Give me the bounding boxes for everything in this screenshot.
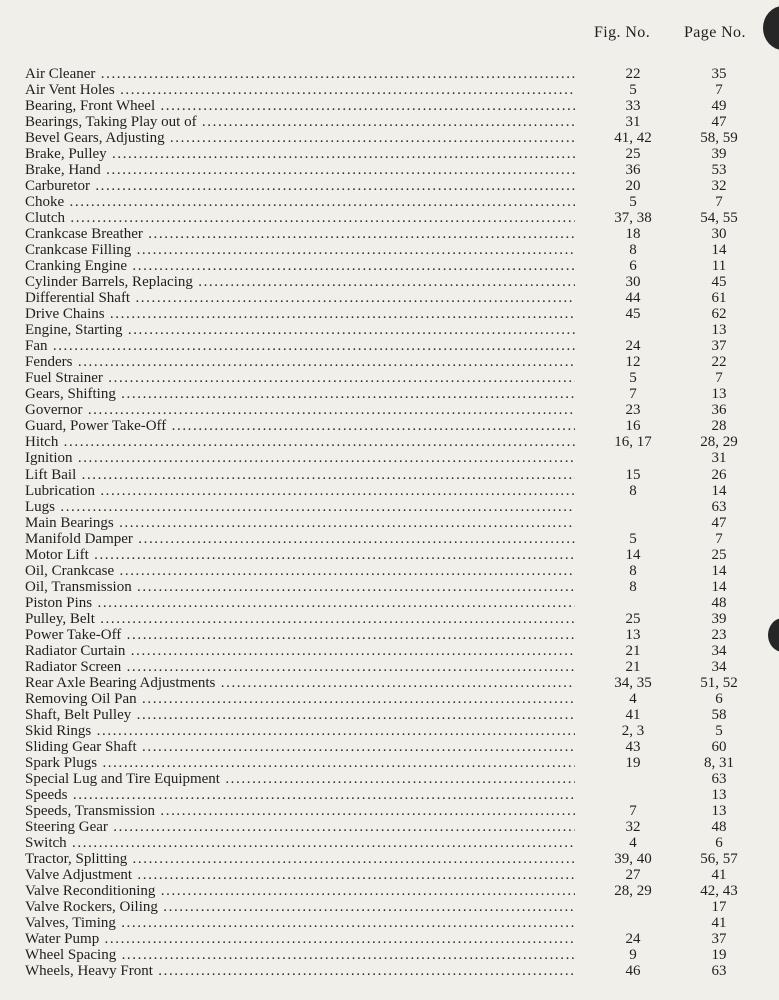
page-number: 42, 43 (700, 883, 738, 900)
page-number: 47 (711, 114, 727, 131)
page-number: 25 (711, 546, 727, 563)
index-row (0, 755, 779, 771)
index-topic: Brake, Hand ..... (25, 162, 575, 178)
index-topic: Cylinder Barrels, Replacing ..... (25, 274, 575, 290)
binder-hole-top (763, 6, 779, 50)
index-topic: Carburetor ..... (25, 178, 575, 194)
index-topic: Guard, Power Take-Off ..... (25, 418, 575, 434)
page-number: 11 (711, 258, 727, 275)
index-row (0, 483, 779, 499)
page-number: 63 (711, 770, 727, 787)
index-row (0, 947, 779, 963)
page-number: 58 (711, 706, 727, 723)
index-topic: Crankcase Breather ..... (25, 226, 575, 242)
fig-number: 36 (625, 162, 641, 179)
index-row (0, 130, 779, 146)
index-topic: Wheels, Heavy Front ..... (25, 963, 575, 979)
index-row (0, 226, 779, 242)
page-number: 41 (711, 867, 727, 883)
fig-number: 34, 35 (614, 674, 652, 691)
index-topic: Manifold Damper ..... (25, 531, 575, 547)
index-row (0, 434, 779, 450)
page-number: 39 (711, 146, 727, 163)
fig-number: 5 (629, 530, 637, 547)
index-row (0, 354, 779, 370)
index-topic: Switch ..... (25, 835, 575, 851)
fig-number: 39, 40 (614, 850, 652, 867)
page-number: 45 (711, 274, 727, 291)
fig-number: 7 (629, 386, 637, 403)
index-row (0, 146, 779, 162)
index-row (0, 178, 779, 194)
page-number: 8, 31 (704, 754, 734, 771)
page-number: 63 (711, 963, 727, 980)
index-row (0, 595, 779, 611)
fig-number: 31 (625, 114, 641, 131)
index-topic: Sliding Gear Shaft ..... (25, 739, 575, 755)
page-number: 7 (715, 370, 723, 387)
fig-number: 14 (625, 546, 641, 563)
page-number: 36 (711, 402, 727, 419)
index-row (0, 675, 779, 691)
fig-number: 46 (625, 963, 641, 980)
index-row (0, 883, 779, 899)
fig-number: 24 (625, 338, 641, 355)
page-number: 23 (711, 626, 727, 643)
index-topic: Shaft, Belt Pulley ..... (25, 707, 575, 723)
index-topic: Spark Plugs ..... (25, 755, 575, 771)
page-number: 28, 29 (700, 434, 738, 451)
index-topic: Fenders ..... (25, 354, 575, 370)
page-number: 48 (711, 818, 727, 835)
index-topic: Bearings, Taking Play out of ..... (25, 114, 575, 130)
page-number: 39 (711, 610, 727, 627)
index-row (0, 306, 779, 322)
index-topic: Radiator Screen ..... (25, 659, 575, 675)
fig-number: 20 (625, 178, 641, 195)
page-number: 13 (711, 802, 727, 819)
index-topic: Lugs ..... (25, 499, 575, 515)
fig-number: 8 (629, 242, 637, 259)
page-number: 34 (711, 658, 727, 675)
page-number: 6 (715, 834, 723, 851)
fig-number: 8 (629, 562, 637, 579)
fig-number: 25 (625, 610, 641, 627)
page-number: 62 (711, 306, 727, 323)
page-number: 37 (711, 338, 727, 355)
page-number: 7 (715, 194, 723, 211)
page-number: 32 (711, 178, 727, 195)
index-topic: Speeds, Transmission ..... (25, 803, 575, 819)
page-number: 56, 57 (700, 850, 738, 867)
fig-number: 43 (625, 738, 641, 755)
index-row (0, 290, 779, 306)
index-row (0, 835, 779, 851)
index-topic: Water Pump ..... (25, 931, 575, 947)
fig-number: 5 (629, 82, 637, 99)
index-row (0, 386, 779, 402)
page-number: 28 (711, 418, 727, 435)
index-row (0, 803, 779, 819)
index-topic: Fan ..... (25, 338, 575, 354)
index-row (0, 739, 779, 755)
fig-number: 2, 3 (621, 722, 645, 739)
index-row (0, 322, 779, 338)
page-no-header: Page No. (684, 24, 746, 41)
index-topic: Valve Reconditioning ..... (25, 883, 575, 899)
fig-number: 4 (629, 690, 637, 707)
fig-number: 44 (625, 290, 641, 307)
page-number: 7 (715, 82, 723, 99)
index-topic: Skid Rings ..... (25, 723, 575, 739)
index-topic: Choke ..... (25, 194, 575, 210)
index-topic: Hitch ..... (25, 434, 575, 450)
fig-number: 16 (625, 418, 641, 435)
index-row (0, 66, 779, 82)
fig-number: 16, 17 (614, 434, 652, 451)
index-topic: Air Vent Holes ..... (25, 82, 575, 98)
index-topic: Valve Adjustment ..... (25, 867, 575, 883)
index-topic: Rear Axle Bearing Adjustments ..... (25, 675, 575, 691)
index-topic: Oil, Transmission ..... (25, 579, 575, 595)
page-number: 63 (711, 498, 727, 515)
index-row (0, 82, 779, 98)
index-row (0, 579, 779, 595)
page-number: 6 (715, 690, 723, 707)
index-topic: Pulley, Belt ..... (25, 611, 575, 627)
index-row (0, 499, 779, 515)
fig-number: 33 (625, 98, 641, 115)
index-topic: Power Take-Off ..... (25, 627, 575, 643)
index-row (0, 931, 779, 947)
index-row (0, 162, 779, 178)
page-number: 61 (711, 290, 727, 307)
index-row (0, 402, 779, 418)
index-topic: Oil, Crankcase ..... (25, 563, 575, 579)
index-topic: Valve Rockers, Oiling ..... (25, 899, 575, 915)
page-number: 13 (711, 386, 727, 403)
page-number: 53 (711, 162, 727, 179)
index-row (0, 515, 779, 531)
page-number: 30 (711, 226, 727, 243)
page-number: 17 (711, 899, 727, 916)
page-number: 19 (711, 947, 727, 964)
fig-number: 12 (625, 354, 641, 371)
index-row (0, 963, 779, 979)
index-row (0, 723, 779, 739)
index-row (0, 611, 779, 627)
fig-number: 24 (625, 931, 641, 948)
index-row (0, 787, 779, 803)
page-number: 58, 59 (700, 130, 738, 147)
index-row (0, 450, 779, 466)
index-topic: Differential Shaft ..... (25, 290, 575, 306)
index-row (0, 98, 779, 114)
fig-number: 37, 38 (614, 210, 652, 227)
fig-no-header: Fig. No. (594, 24, 651, 41)
index-row (0, 819, 779, 835)
index-row (0, 851, 779, 867)
index-row (0, 563, 779, 579)
fig-number: 19 (625, 754, 641, 771)
index-topic: Bevel Gears, Adjusting ..... (25, 130, 575, 146)
index-row (0, 194, 779, 210)
index-topic: Removing Oil Pan ..... (25, 691, 575, 707)
index-topic: Steering Gear ..... (25, 819, 575, 835)
fig-number: 5 (629, 194, 637, 211)
fig-number: 41 (625, 706, 641, 723)
page-number: 34 (711, 642, 727, 659)
index-row (0, 418, 779, 434)
index-topic: Engine, Starting ..... (25, 322, 575, 338)
fig-number: 6 (629, 258, 637, 275)
index-topic: Speeds ..... (25, 787, 575, 803)
index-topic: Radiator Curtain ..... (25, 643, 575, 659)
index-topic: Main Bearings ..... (25, 515, 575, 531)
index-row (0, 659, 779, 675)
fig-number: 8 (629, 482, 637, 499)
fig-number: 8 (629, 578, 637, 595)
page-number: 14 (711, 482, 727, 499)
page-number: 37 (711, 931, 727, 948)
index-topic: Cranking Engine ..... (25, 258, 575, 274)
index-row (0, 643, 779, 659)
page-number: 7 (715, 530, 723, 547)
fig-number: 23 (625, 402, 641, 419)
page-number: 14 (711, 242, 727, 259)
page-number: 13 (711, 322, 727, 339)
index-topic: Clutch ..... (25, 210, 575, 226)
page-number: 35 (711, 66, 727, 82)
index-topic: Special Lug and Tire Equipment ..... (25, 771, 575, 787)
index-row (0, 338, 779, 354)
page-number: 14 (711, 578, 727, 595)
index-row (0, 210, 779, 226)
fig-number: 21 (625, 642, 641, 659)
fig-number: 4 (629, 834, 637, 851)
fig-number: 28, 29 (614, 883, 652, 900)
index-topic: Crankcase Filling ..... (25, 242, 575, 258)
index-row (0, 274, 779, 290)
index-topic: Bearing, Front Wheel ..... (25, 98, 575, 114)
fig-number: 15 (625, 466, 641, 483)
fig-number: 27 (625, 867, 641, 883)
fig-number: 13 (625, 626, 641, 643)
index-row (0, 114, 779, 130)
page-number: 47 (711, 514, 727, 531)
fig-number: 9 (629, 947, 637, 964)
page-number: 26 (711, 466, 727, 483)
index-row (0, 771, 779, 787)
fig-number: 21 (625, 658, 641, 675)
page-number: 13 (711, 786, 727, 803)
index-topic: Air Cleaner ..... (25, 66, 575, 82)
fig-number: 41, 42 (614, 130, 652, 147)
fig-number: 32 (625, 818, 641, 835)
page-number: 48 (711, 594, 727, 611)
page-number: 60 (711, 738, 727, 755)
index-row (0, 467, 779, 483)
index-topic: Valves, Timing ..... (25, 915, 575, 931)
index-row (0, 627, 779, 643)
fig-number: 18 (625, 226, 641, 243)
index-row (0, 691, 779, 707)
index-topic: Brake, Pulley ..... (25, 146, 575, 162)
index-topic: Lift Bail ..... (25, 467, 575, 483)
index-row (0, 242, 779, 258)
index-topic: Fuel Strainer ..... (25, 370, 575, 386)
index-topic: Piston Pins ..... (25, 595, 575, 611)
index-topic: Ignition ..... (25, 450, 575, 466)
index-topic: Wheel Spacing ..... (25, 947, 575, 963)
index-row (0, 707, 779, 723)
index-topic: Governor ..... (25, 402, 575, 418)
page-number: 22 (711, 354, 727, 371)
fig-number: 30 (625, 274, 641, 291)
page-number: 49 (711, 98, 727, 115)
index-row (0, 531, 779, 547)
index-topic: Tractor, Splitting ..... (25, 851, 575, 867)
index-row (0, 547, 779, 563)
fig-number: 45 (625, 306, 641, 323)
page-number: 5 (715, 722, 723, 739)
page-number: 31 (711, 450, 727, 467)
page-number: 54, 55 (700, 210, 738, 227)
index-row (0, 915, 779, 931)
fig-number: 7 (629, 802, 637, 819)
page-number: 41 (711, 915, 727, 932)
fig-number: 22 (625, 66, 641, 82)
fig-number: 5 (629, 370, 637, 387)
index-topic: Lubrication ..... (25, 483, 575, 499)
page-number: 51, 52 (700, 674, 738, 691)
index-row (0, 370, 779, 386)
index-topic: Gears, Shifting ..... (25, 386, 575, 402)
index-row (0, 867, 779, 883)
index-topic: Motor Lift ..... (25, 547, 575, 563)
index-row (0, 899, 779, 915)
page-number: 14 (711, 562, 727, 579)
fig-number: 25 (625, 146, 641, 163)
index-row (0, 258, 779, 274)
index-topic: Drive Chains ..... (25, 306, 575, 322)
